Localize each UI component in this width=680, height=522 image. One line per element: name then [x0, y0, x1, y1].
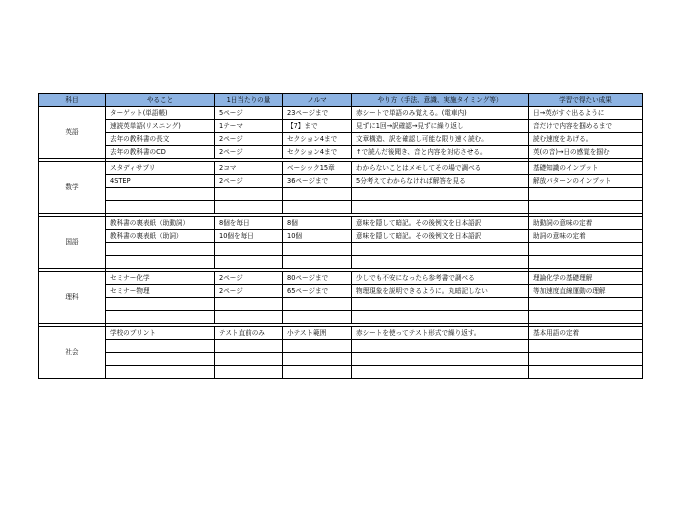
quota-cell — [283, 243, 352, 256]
header-row — [39, 94, 643, 107]
table-row — [39, 162, 643, 175]
subject-cell: 数学 — [39, 162, 106, 214]
task-cell — [106, 311, 215, 324]
subject-cell: 英語 — [39, 107, 106, 159]
daily-amount-cell — [215, 366, 283, 379]
method-cell — [352, 188, 529, 201]
quota-cell — [283, 340, 352, 353]
goal-cell: 基本用語の定着 — [529, 327, 643, 340]
goal-cell: 日→英がすぐ出るように — [529, 107, 643, 120]
study-plan-table — [38, 93, 643, 379]
task-cell: ターゲット(単語帳) — [106, 107, 215, 120]
quota-cell — [283, 353, 352, 366]
method-cell: 赤シートを使ってテスト形式で繰り返す。 — [352, 327, 529, 340]
header-daily-amount: 1日当たりの量 — [215, 94, 283, 107]
table-row — [39, 230, 643, 243]
method-cell — [352, 256, 529, 269]
header-goal: 学習で得たい成果 — [529, 94, 643, 107]
goal-cell: 助詞の意味の定着 — [529, 230, 643, 243]
header-quota: ノルマ — [283, 94, 352, 107]
table-row — [39, 272, 643, 285]
method-cell — [352, 243, 529, 256]
header-method: やり方（手法、意識、実施タイミング等） — [352, 94, 529, 107]
quota-cell: セクション4まで — [283, 146, 352, 159]
quota-cell: 36ページまで — [283, 175, 352, 188]
method-cell: 意味を隠して暗記。その後例文を日本語訳 — [352, 230, 529, 243]
quota-cell: 【7】まで — [283, 120, 352, 133]
daily-amount-cell: 2ページ — [215, 146, 283, 159]
table-row — [39, 120, 643, 133]
goal-cell — [529, 188, 643, 201]
quota-cell: 10個 — [283, 230, 352, 243]
quota-cell — [283, 256, 352, 269]
daily-amount-cell — [215, 340, 283, 353]
method-cell — [352, 353, 529, 366]
task-cell: 去年の教科書の長文 — [106, 133, 215, 146]
quota-cell — [283, 201, 352, 214]
daily-amount-cell: 2コマ — [215, 162, 283, 175]
subject-cell: 理科 — [39, 272, 106, 324]
goal-cell — [529, 201, 643, 214]
daily-amount-cell: 1テーマ — [215, 120, 283, 133]
quota-cell — [283, 366, 352, 379]
daily-amount-cell: 2ページ — [215, 175, 283, 188]
daily-amount-cell — [215, 201, 283, 214]
quota-cell: ベーシック15章 — [283, 162, 352, 175]
quota-cell: 8個 — [283, 217, 352, 230]
method-cell — [352, 366, 529, 379]
method-cell: 意味を隠して暗記。その後例文を日本語訳 — [352, 217, 529, 230]
goal-cell: 理論化学の基礎理解 — [529, 272, 643, 285]
goal-cell — [529, 353, 643, 366]
goal-cell: 基礎知識のインプット — [529, 162, 643, 175]
table-row — [39, 340, 643, 353]
method-cell: 見ずに1回→訳確認→見ずに繰り返し — [352, 120, 529, 133]
table-row — [39, 285, 643, 298]
daily-amount-cell — [215, 243, 283, 256]
method-cell: 文章構造、訳を確認し可能な限り速く読む。 — [352, 133, 529, 146]
quota-cell: セクション4まで — [283, 133, 352, 146]
daily-amount-cell: 5ページ — [215, 107, 283, 120]
method-cell: 少しでも不安になったら参考書で調べる — [352, 272, 529, 285]
daily-amount-cell: 2ページ — [215, 272, 283, 285]
goal-cell — [529, 243, 643, 256]
goal-cell — [529, 256, 643, 269]
method-cell — [352, 311, 529, 324]
table-row — [39, 298, 643, 311]
goal-cell — [529, 311, 643, 324]
quota-cell: 65ページまで — [283, 285, 352, 298]
daily-amount-cell — [215, 311, 283, 324]
goal-cell: 英(の音)→日の感覚を掴む — [529, 146, 643, 159]
task-cell: スタディサプリ — [106, 162, 215, 175]
daily-amount-cell — [215, 256, 283, 269]
table-row — [39, 353, 643, 366]
method-cell: わからないことはメモしてその場で調べる — [352, 162, 529, 175]
daily-amount-cell — [215, 188, 283, 201]
goal-cell: 助動詞の意味の定着 — [529, 217, 643, 230]
task-cell: 4STEP — [106, 175, 215, 188]
table-row — [39, 107, 643, 120]
daily-amount-cell — [215, 298, 283, 311]
daily-amount-cell — [215, 353, 283, 366]
task-cell: 速読英単語(リスニング) — [106, 120, 215, 133]
quota-cell — [283, 188, 352, 201]
table-row — [39, 256, 643, 269]
task-cell — [106, 256, 215, 269]
header-subject: 科目 — [39, 94, 106, 107]
daily-amount-cell: テスト直前のみ — [215, 327, 283, 340]
quota-cell: 80ページまで — [283, 272, 352, 285]
table-row — [39, 201, 643, 214]
task-cell — [106, 366, 215, 379]
task-cell: 学校のプリント — [106, 327, 215, 340]
daily-amount-cell: 10個を毎日 — [215, 230, 283, 243]
subject-cell: 社会 — [39, 327, 106, 379]
method-cell: 赤シートで単語のみ覚える。(電車内) — [352, 107, 529, 120]
daily-amount-cell: 2ページ — [215, 285, 283, 298]
method-cell: ↑で読んだ後聞き、音と内容を対応させる。 — [352, 146, 529, 159]
quota-cell: 小テスト範囲 — [283, 327, 352, 340]
task-cell — [106, 298, 215, 311]
goal-cell: 読む速度をあげる。 — [529, 133, 643, 146]
table-row — [39, 188, 643, 201]
method-cell: 物理現象を説明できるように。丸暗記しない — [352, 285, 529, 298]
daily-amount-cell: 8個を毎日 — [215, 217, 283, 230]
goal-cell: 音だけで内容を掴めるまで — [529, 120, 643, 133]
table-row — [39, 175, 643, 188]
goal-cell — [529, 340, 643, 353]
table-row — [39, 243, 643, 256]
goal-cell: 解放パターンのインプット — [529, 175, 643, 188]
table-row — [39, 217, 643, 230]
table-body — [39, 107, 643, 379]
subject-cell: 国語 — [39, 217, 106, 269]
study-plan-sheet — [38, 93, 642, 379]
table-row — [39, 327, 643, 340]
quota-cell: 23ページまで — [283, 107, 352, 120]
task-cell: 教科書の裏表紙（助詞） — [106, 230, 215, 243]
task-cell — [106, 340, 215, 353]
goal-cell — [529, 366, 643, 379]
task-cell — [106, 201, 215, 214]
method-cell: 5分考えてわからなければ解答を見る — [352, 175, 529, 188]
table-row — [39, 146, 643, 159]
table-row — [39, 311, 643, 324]
table-row — [39, 133, 643, 146]
task-cell: セミナー物理 — [106, 285, 215, 298]
task-cell: セミナー化学 — [106, 272, 215, 285]
task-cell: 去年の教科書のCD — [106, 146, 215, 159]
table-row — [39, 366, 643, 379]
header-task: やること — [106, 94, 215, 107]
method-cell — [352, 298, 529, 311]
quota-cell — [283, 298, 352, 311]
goal-cell — [529, 298, 643, 311]
task-cell: 教科書の裏表紙（助動詞） — [106, 217, 215, 230]
task-cell — [106, 188, 215, 201]
quota-cell — [283, 311, 352, 324]
method-cell — [352, 340, 529, 353]
task-cell — [106, 353, 215, 366]
task-cell — [106, 243, 215, 256]
method-cell — [352, 201, 529, 214]
goal-cell: 等加速度直線運動の理解 — [529, 285, 643, 298]
daily-amount-cell: 2ページ — [215, 133, 283, 146]
